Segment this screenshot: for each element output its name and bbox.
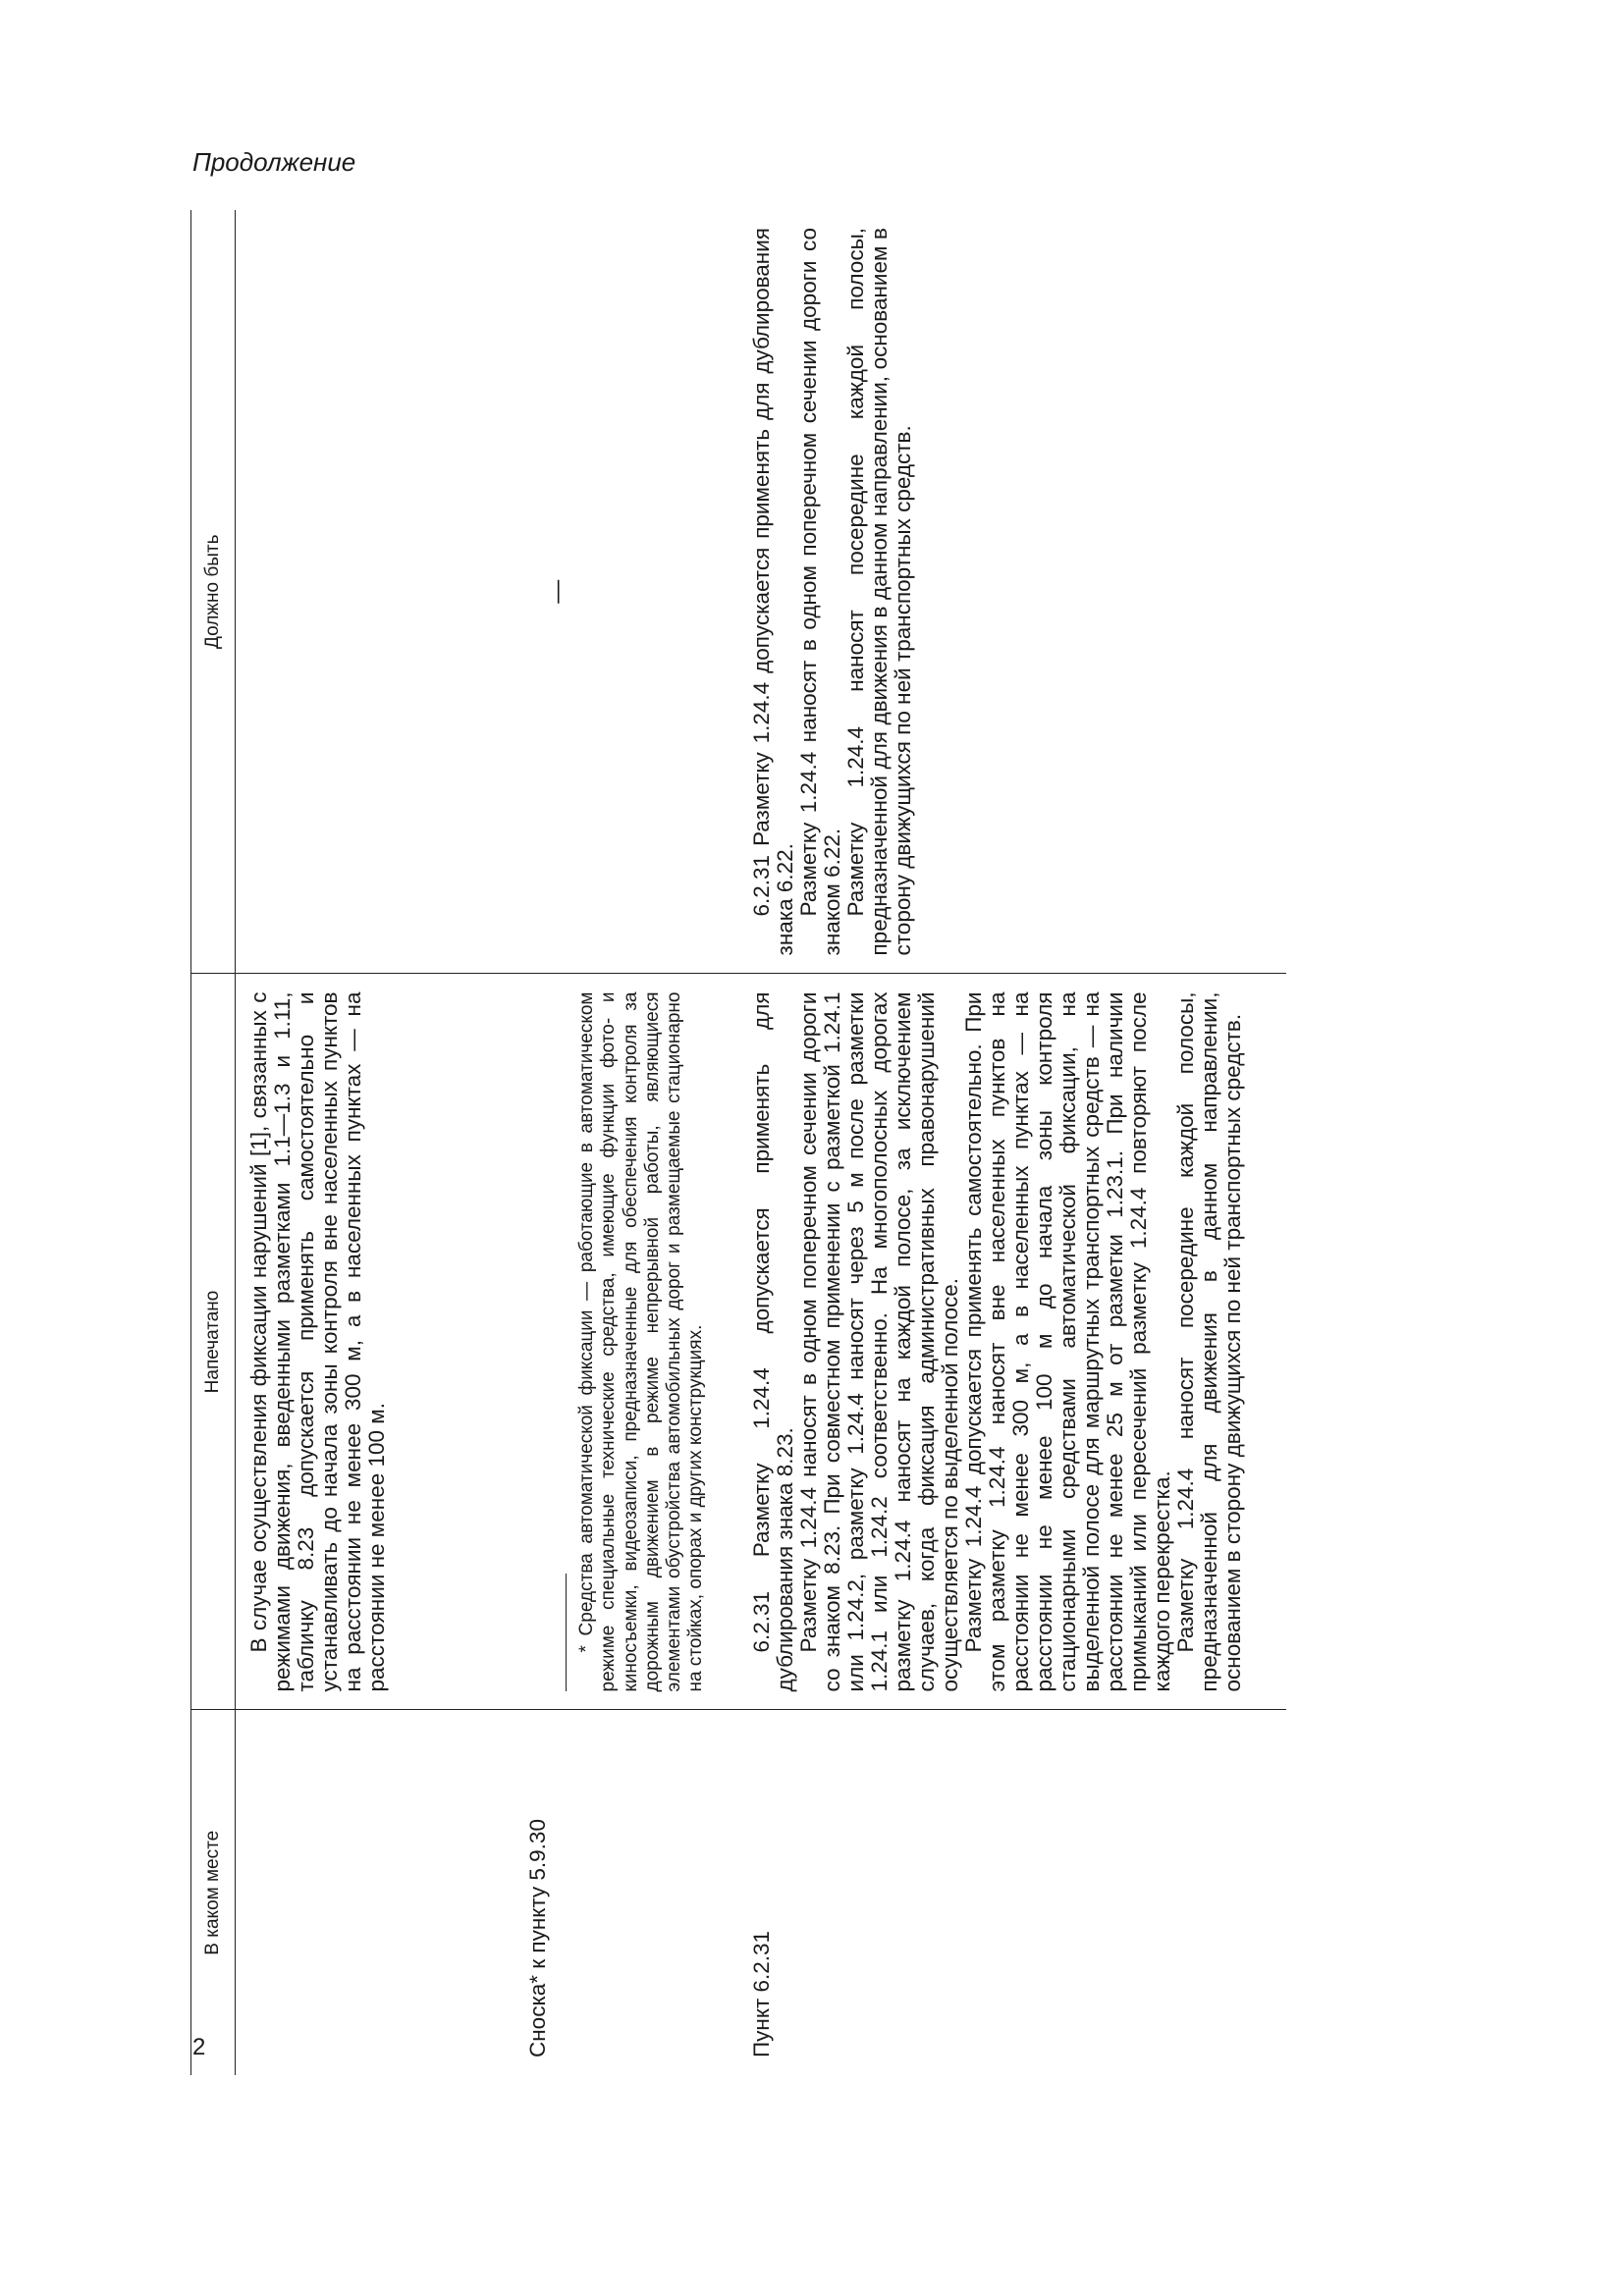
row2-footnote-text: * Средства автоматической фиксации — работающие в автоматическом режиме специальные технические средства, имеющие функции фото- и киносъемки, видеозаписи, предназначенные для обеспечения контроля за дорожным движением в режиме непрерывной работы, являющиеся элементами обустройства автомобильных дорог и размещаемые стационарно на стойках, опорах и других конструкциях. [576, 991, 707, 1692]
row2-place-text: Сноска* к пункту 5.9.30 [525, 1819, 550, 2057]
row3-should-be-paragraph-2: Разметку 1.24.4 наносят в одном поперечном сечении дороги со знаком 6.22. [796, 228, 844, 956]
row3-should-be-paragraph-3: Разметку 1.24.4 наносят посередине каждой полосы, предназначенной для движения в данном направлении, основанием в сторону движущихся по ней транспортных средств. [843, 228, 915, 956]
table-row [236, 210, 515, 2075]
column-header-printed: Напечатано [191, 974, 236, 1710]
column-header-place: В каком месте [191, 1710, 236, 2075]
amendment-table [190, 210, 1286, 2075]
rotated-table-container [190, 210, 1486, 2075]
row3-printed-paragraph-1: 6.2.31 Разметку 1.24.4 допускается применять для дублирования знака 8.23. [749, 991, 797, 1692]
column-header-should-be: Должно быть [191, 210, 236, 974]
row3-printed-paragraph-4: Разметку 1.24.4 наносят посередине каждой полосы, предназначенной для движения в данном направлении, основанием в сторону движущихся по ней транспортных средств. [1173, 991, 1245, 1692]
row1-printed-cell [236, 974, 515, 1710]
row3-should-be-cell [738, 210, 1286, 974]
row2-place-cell [514, 1710, 738, 2075]
row3-printed-paragraph-2: Разметку 1.24.4 наносят в одном поперечном сечении дороги со знаком 8.23. При совместном применении с разметкой 1.24.1 или 1.24.2, разметку 1.24.4 наносят через 5 м после разметки 1.24.1 или 1.24.2 соответственно. На многополосных дорогах разметку 1.24.4 наносят на каждой полосе, за исключением случаев, когда фиксация административных правонарушений осуществляется по выделенной полосе. [796, 991, 962, 1692]
table-header-row [191, 210, 236, 2075]
row3-printed-cell [738, 974, 1286, 1710]
row3-place-cell [738, 1710, 1286, 2075]
table-row [514, 210, 738, 2075]
row2-should-be-cell [514, 210, 738, 974]
row3-should-be-paragraph-1: 6.2.31 Разметку 1.24.4 допускается применять для дублирования знака 6.22. [749, 228, 797, 956]
row1-place-cell [236, 1710, 515, 2075]
row1-printed-paragraph: В случае осуществления фиксации нарушений [1], связанных с режимами движения, введенными разметками 1.1—1.3 и 1.11, табличку 8.23 допускается применять самостоятельно и устанавливать до начала зоны контроля вне населенных пунктов на расстоянии не менее 300 м, а в населенных пунктах — на расстоянии не менее 100 м. [246, 991, 389, 1692]
amendment-table-frame [190, 210, 1486, 2075]
row3-place-text: Пункт 6.2.31 [749, 1930, 774, 2057]
row2-printed-cell [514, 974, 738, 1710]
row1-should-be-cell [236, 210, 515, 974]
footnote-rule [566, 1575, 567, 1692]
row3-printed-paragraph-3: Разметку 1.24.4 допускается применять самостоятельно. При этом разметку 1.24.4 наносят вне населенных пунктов на расстоянии не менее 300 м, а в населенных пунктах — на расстоянии не менее 100 м до начала зоны контроля стационарными средствами автоматической фиксации, на выделенной полосе для маршрутных транспортных средств — на расстоянии не менее 25 м от разметки 1.23.1. При наличии примыканий или пересечений разметку 1.24.4 повторяют после каждого перекрестка. [961, 991, 1174, 1692]
table-row [738, 210, 1286, 2075]
row2-dash: — [544, 579, 570, 604]
page-number: 2 [192, 2034, 206, 2060]
continuation-label: Продолжение [192, 147, 356, 177]
